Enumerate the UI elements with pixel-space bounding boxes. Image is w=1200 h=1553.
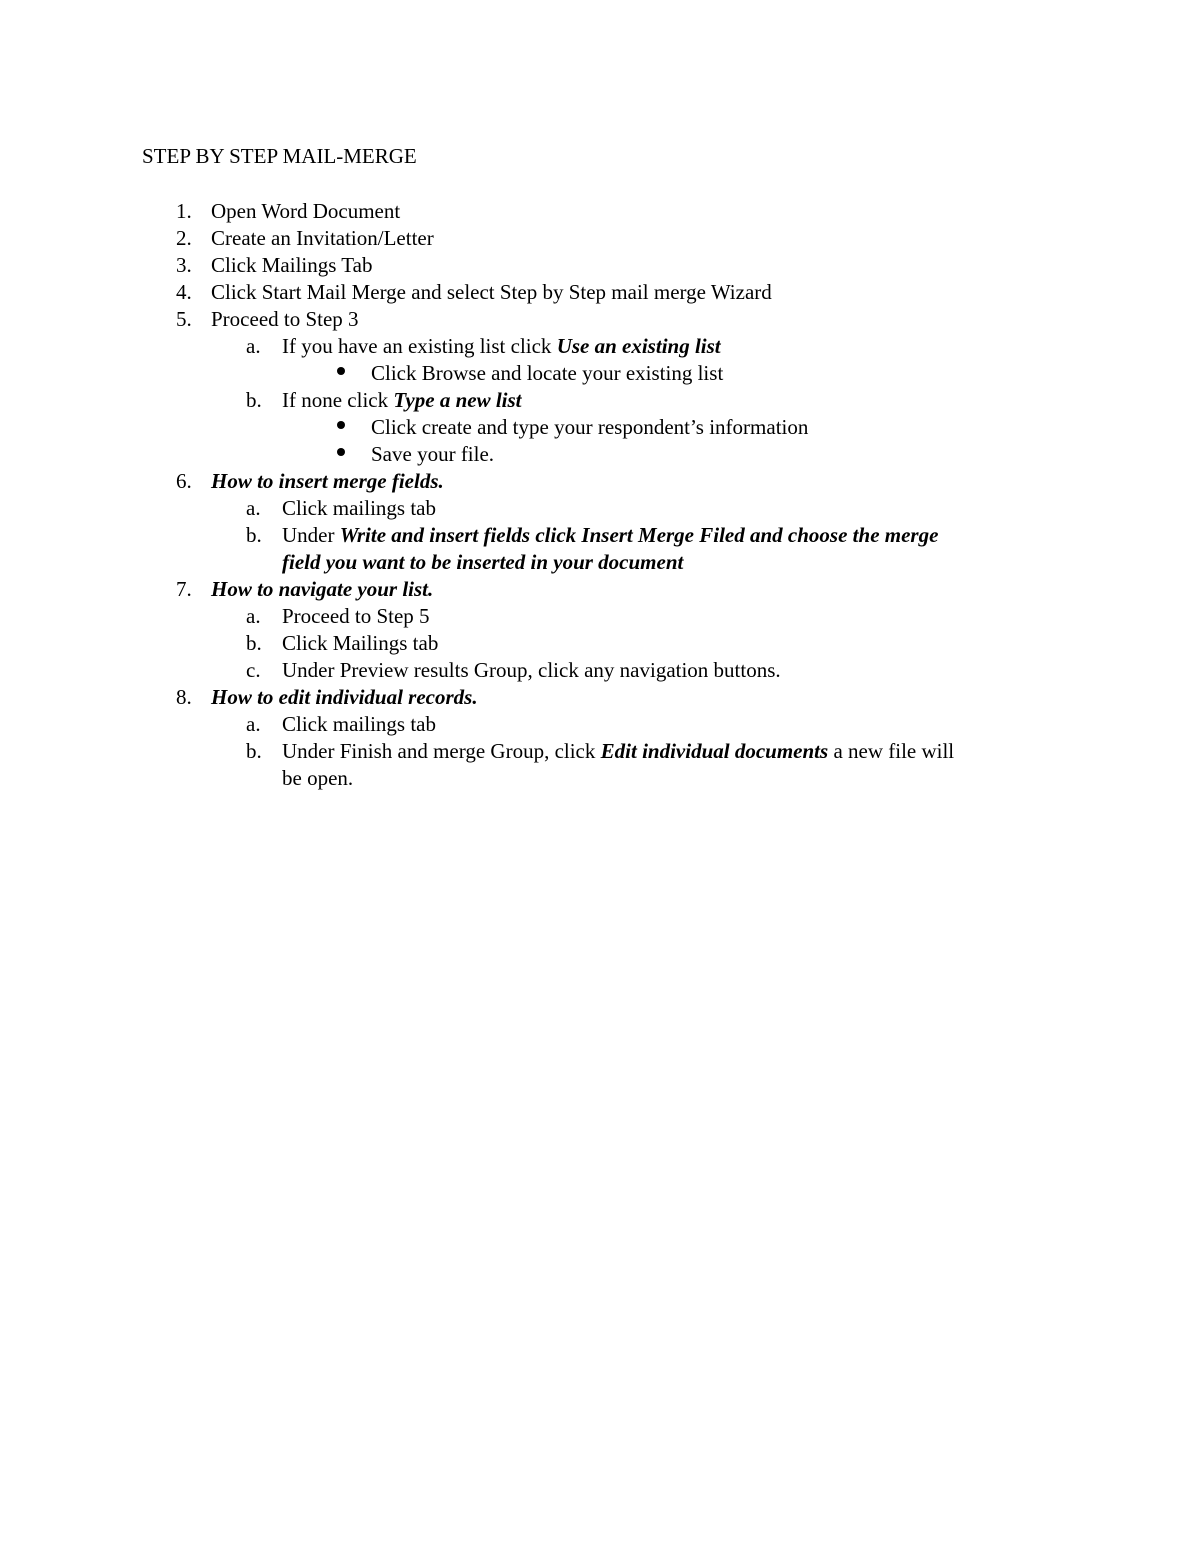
- bullet-icon: [337, 421, 345, 429]
- step-7b-letter: b.: [246, 631, 262, 655]
- step-5b-emphasis: Type a new list: [393, 388, 522, 412]
- step-4-number: 4.: [176, 280, 192, 304]
- step-8a-letter: a.: [246, 712, 261, 736]
- step-6b-emphasis-2: field you want to be inserted in your document: [282, 550, 684, 574]
- step-5b-text: If none click: [282, 388, 394, 412]
- step-7-text: How to navigate your list.: [211, 577, 434, 601]
- step-5a-bullet-1: Click Browse and locate your existing list: [371, 361, 724, 385]
- step-8b-letter: b.: [246, 739, 262, 763]
- step-6b-line-1: [282, 522, 938, 549]
- step-8b-line-2: be open.: [282, 766, 354, 790]
- document-title: STEP BY STEP MAIL-MERGE: [142, 144, 417, 168]
- step-5a-emphasis: Use an existing list: [556, 334, 721, 358]
- step-2-number: 2.: [176, 226, 192, 250]
- step-3-number: 3.: [176, 253, 192, 277]
- step-8b-text: Under Finish and merge Group, click: [282, 739, 601, 763]
- bullet-icon: [337, 448, 345, 456]
- step-6-number: 6.: [176, 469, 192, 493]
- step-1-text: Open Word Document: [211, 199, 401, 223]
- step-5a-line: [282, 333, 721, 360]
- step-5-number: 5.: [176, 307, 192, 331]
- step-8-number: 8.: [176, 685, 192, 709]
- step-7a-letter: a.: [246, 604, 261, 628]
- step-8a-text: Click mailings tab: [282, 712, 436, 736]
- step-7-number: 7.: [176, 577, 192, 601]
- step-6b-emphasis-1: Write and insert fields click Insert Merge Filed and choose the merge: [339, 523, 939, 547]
- step-5a-text: If you have an existing list click: [282, 334, 557, 358]
- step-5b-line: [282, 387, 522, 414]
- bullet-icon: [337, 367, 345, 375]
- step-8-text: How to edit individual records.: [211, 685, 478, 709]
- step-6-text: How to insert merge fields.: [211, 469, 444, 493]
- step-7c-letter: c.: [246, 658, 261, 682]
- step-3-text: Click Mailings Tab: [211, 253, 373, 277]
- step-2-text: Create an Invitation/Letter: [211, 226, 434, 250]
- step-6b-letter: b.: [246, 523, 262, 547]
- step-4-text: Click Start Mail Merge and select Step by Step mail merge Wizard: [211, 280, 772, 304]
- step-8b-emphasis: Edit individual documents: [600, 739, 829, 763]
- step-7b-text: Click Mailings tab: [282, 631, 439, 655]
- step-5b-bullet-1: Click create and type your respondent’s information: [371, 415, 809, 439]
- step-8b-line-1: [282, 738, 954, 765]
- step-6a-letter: a.: [246, 496, 261, 520]
- step-8b-text-after: a new file will: [828, 739, 955, 763]
- step-6b-text: Under: [282, 523, 340, 547]
- step-5a-letter: a.: [246, 334, 261, 358]
- step-6a-text: Click mailings tab: [282, 496, 436, 520]
- step-5-text: Proceed to Step 3: [211, 307, 359, 331]
- step-5b-letter: b.: [246, 388, 262, 412]
- step-5b-bullet-2: Save your file.: [371, 442, 495, 466]
- step-1-number: 1.: [176, 199, 192, 223]
- step-7a-text: Proceed to Step 5: [282, 604, 430, 628]
- step-7c-text: Under Preview results Group, click any navigation buttons.: [282, 658, 781, 682]
